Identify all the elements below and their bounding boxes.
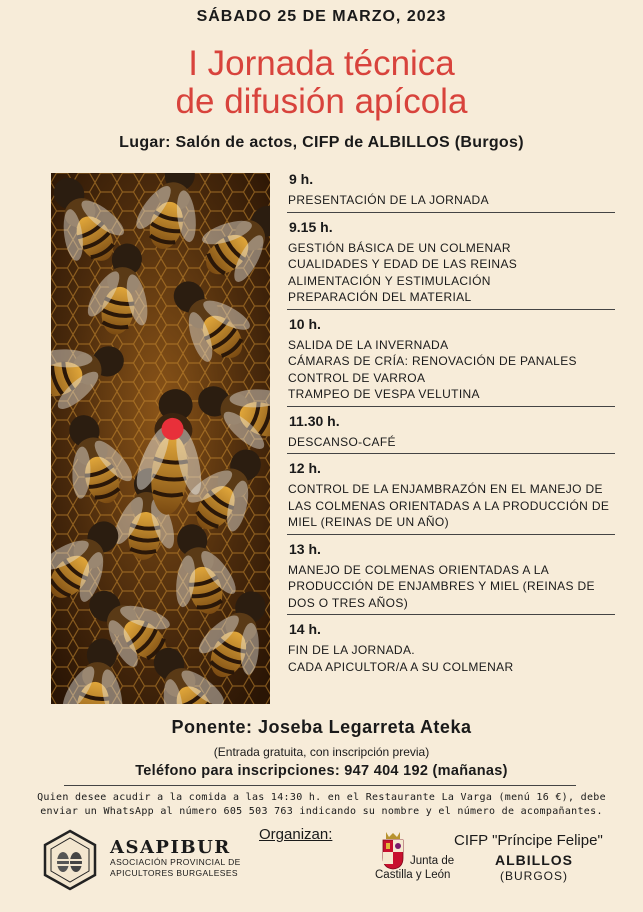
cifp-name: CIFP "Príncipe Felipe" (454, 832, 603, 849)
schedule-slot (287, 621, 615, 678)
divider (64, 785, 576, 786)
slot-item: FIN DE LA JORNADA. (288, 643, 415, 657)
lunch-note-line-1: Quien desee acudir a la comida a las 14:30 h. en el Restaurante La Varga (menú 16 €), debe (37, 792, 606, 803)
asapibur-subtitle-2: APICULTORES BURGALESES (110, 868, 238, 878)
slot-item: CUALIDADES Y EDAD DE LAS REINAS (288, 257, 518, 271)
slot-item: CONTROL DE VARROA (288, 370, 426, 385)
lunch-note (0, 791, 643, 818)
junta-line-2: Castilla y León (375, 869, 451, 881)
junta-line-1: Junta de (410, 855, 455, 867)
bees-photo (51, 173, 270, 704)
entry-info: (Entrada gratuita, con inscripción previa) (213, 745, 430, 759)
slot-item: ALIMENTACIÓN Y ESTIMULACIÓN (288, 273, 491, 288)
organizers-label: Organizan: (259, 826, 333, 843)
slot-time: 14 h. (289, 621, 321, 637)
slot-time: 9.15 h. (289, 218, 333, 235)
event-place: Lugar: Salón de actos, CIFP de ALBILLOS (Burgos) (119, 134, 524, 151)
event-title-line-2: de difusión apícola (175, 82, 468, 121)
asapibur-logo-icon (42, 829, 98, 891)
slot-item: CONTROL DE LA ENJAMBRAZÓN EN EL MANEJO DE LAS COLMENAS ORIENTADAS A LA PRODUCCIÓN DE MIEL (REINAS DE UN AÑO) (288, 482, 610, 529)
schedule-slot (287, 413, 615, 455)
schedule-slot (287, 316, 615, 407)
slot-time: 12 h. (289, 460, 321, 476)
slot-time: 11.30 h. (289, 412, 340, 429)
slot-item: TRAMPEO DE VESPA VELUTINA (288, 387, 480, 401)
slot-item: SALIDA DE LA INVERNADA (288, 337, 449, 352)
slot-item: GESTIÓN BÁSICA DE UN COLMENAR (288, 240, 511, 255)
schedule-slot (287, 460, 615, 535)
slot-item: PRESENTACIÓN DE LA JORNADA (288, 193, 489, 207)
lunch-note-line-2: enviar un WhatsApp al número 605 503 763 indicando su nombre y el número de acompañantes. (40, 805, 603, 817)
event-date: SÁBADO 25 DE MARZO, 2023 (196, 8, 447, 25)
event-title-line-1: I Jornada técnica (188, 44, 455, 83)
schedule-slot (287, 171, 615, 213)
junta-shield-icon (381, 830, 405, 870)
schedule (287, 171, 615, 684)
cifp-province: (BURGOS) (500, 869, 568, 883)
slot-item: DESCANSO-CAFÉ (288, 434, 396, 449)
slot-item: PREPARACIÓN DEL MATERIAL (288, 290, 472, 304)
slot-time: 13 h. (289, 540, 321, 557)
registration-phone: Teléfono para inscripciones: 947 404 192 (mañanas) (135, 763, 508, 779)
slot-item: MANEJO DE COLMENAS ORIENTADAS A LA PRODUCCIÓN DE ENJAMBRES Y MIEL (REINAS DE DOS O TRES AÑOS) (288, 562, 595, 610)
slot-item: CÁMARAS DE CRÍA: RENOVACIÓN DE PANALES (288, 354, 577, 368)
speaker: Ponente: Joseba Legarreta Ateka (171, 717, 472, 737)
slot-item: CADA APICULTOR/A A SU COLMENAR (288, 659, 514, 674)
schedule-slot (287, 541, 615, 616)
asapibur-name: ASAPIBUR (110, 837, 231, 858)
schedule-slot (287, 219, 615, 310)
slot-time: 9 h. (289, 171, 314, 187)
asapibur-subtitle-1: ASOCIACIÓN PROVINCIAL DE (110, 857, 241, 867)
slot-time: 10 h. (289, 315, 321, 332)
cifp-town: ALBILLOS (495, 852, 573, 868)
